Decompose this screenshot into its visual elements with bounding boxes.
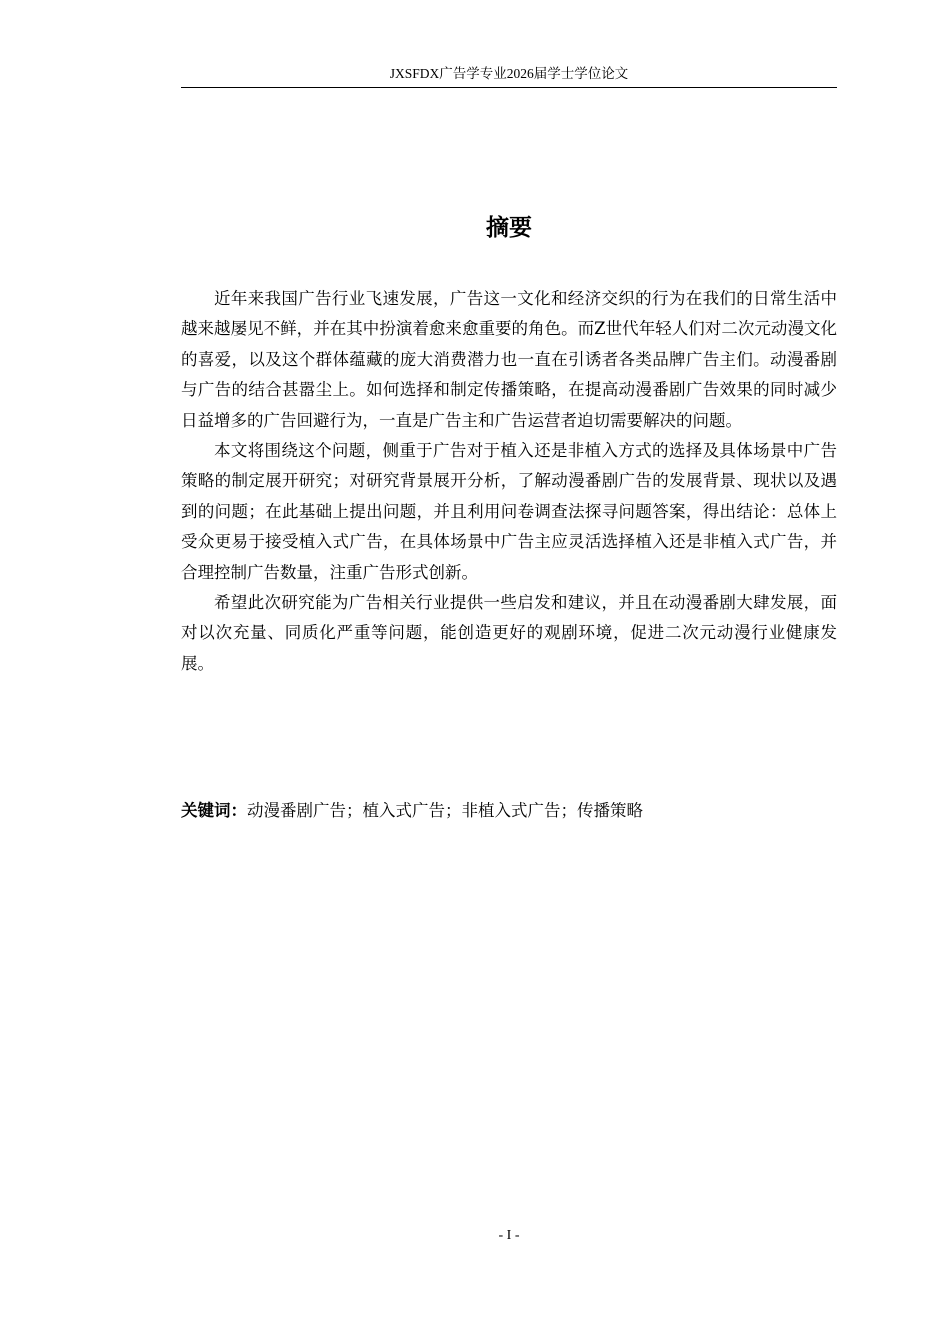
abstract-paragraph-2: 本文将围绕这个问题，侧重于广告对于植入还是非植入方式的选择及具体场景中广告策略的制定展开研究；对研究背景展开分析，了解动漫番剧广告的发展背景、现状以及遇到的问题；在此基础上提出问题，并且利用问卷调查法探寻问题答案，得出结论：总体上受众更易于接受植入式广告，在具体场景中广告主应灵活选择植入还是非植入式广告，并合理控制广告数量，注重广告形式创新。 [181,441,837,582]
keywords-label: 关键词： [181,801,247,820]
keywords-line [181,796,837,826]
running-title: JXSFDX广告学专业2026届学士学位论文 [389,66,629,81]
abstract-body [181,284,837,679]
running-header [181,64,837,88]
keywords-value: 动漫番剧广告；植入式广告；非植入式广告；传播策略 [247,801,643,820]
abstract-paragraph-1: 近年来我国广告行业飞速发展，广告这一文化和经济交织的行为在我们的日常生活中越来越屡见不鲜，并在其中扮演着愈来愈重要的角色。而Z世代年轻人们对二次元动漫文化的喜爱，以及这个群体蕴藏的庞大消费潜力也一直在引诱者各类品牌广告主们。动漫番剧与广告的结合甚嚣尘上。如何选择和制定传播策略，在提高动漫番剧广告效果的同时减少日益增多的广告回避行为，一直是广告主和广告运营者迫切需要解决的问题。 [181,289,837,430]
abstract-paragraph-3: 希望此次研究能为广告相关行业提供一些启发和建议，并且在动漫番剧大肆发展，面对以次充量、同质化严重等问题，能创造更好的观剧环境，促进二次元动漫行业健康发展。 [181,593,837,673]
page-number: - I - [498,1228,520,1243]
abstract-title: 摘要 [486,215,532,241]
